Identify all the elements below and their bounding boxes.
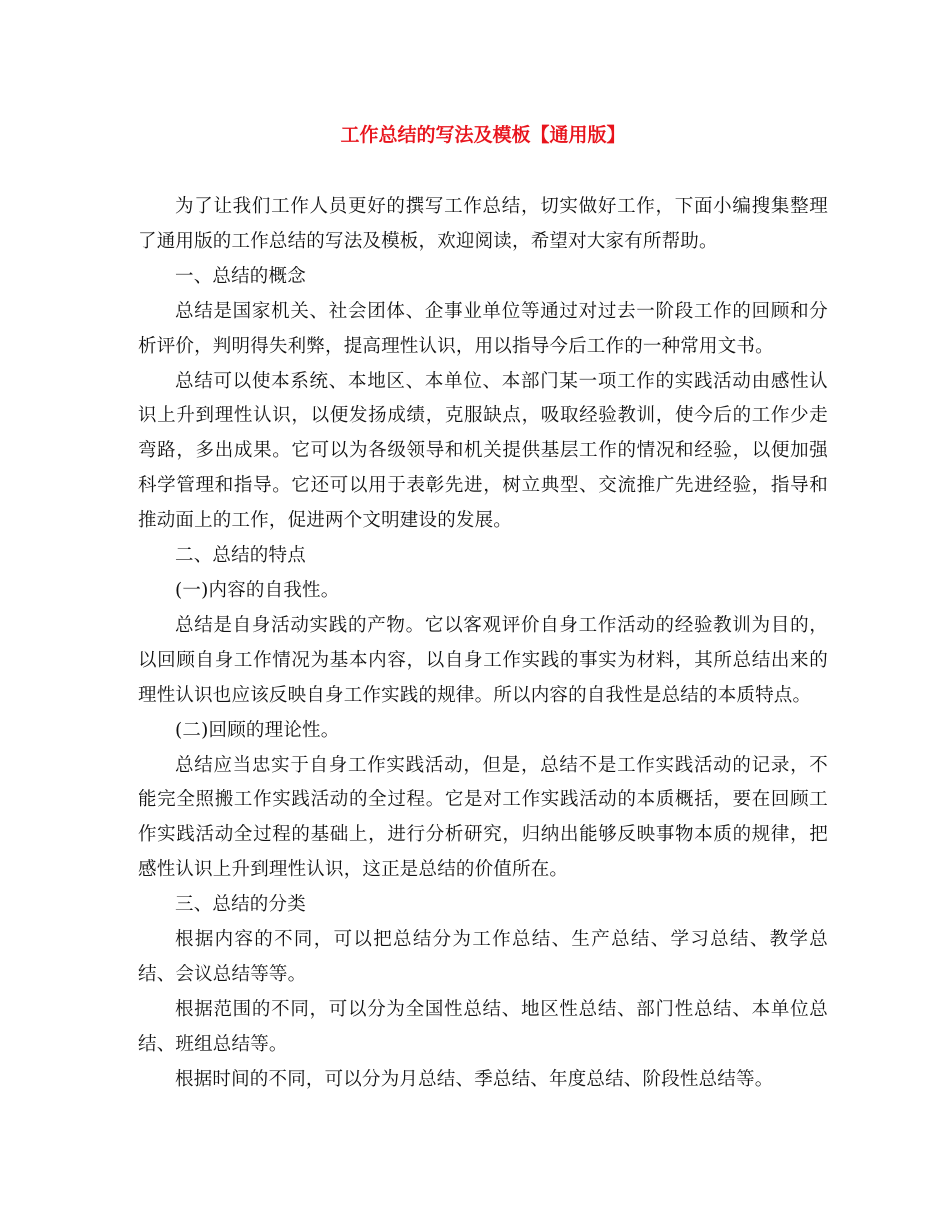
intro-paragraph: 为了让我们工作人员更好的撰写工作总结，切实做好工作，下面小编搜集整理了通用版的工作总结的写法及模板，欢迎阅读，希望对大家有所帮助。 (138, 196, 828, 252)
categories-paragraph-content: 根据内容的不同，可以把总结分为工作总结、生产总结、学习总结、教学总结、会议总结等等。 (138, 929, 828, 985)
subheading-theoretical-review: (二)回顾的理论性。 (175, 719, 340, 741)
section-heading-categories: 三、总结的分类 (175, 894, 306, 916)
document-body (138, 190, 828, 1098)
section-heading-features: 二、总结的特点 (175, 545, 306, 567)
features-paragraph-2: 总结应当忠实于自身工作实践活动，但是，总结不是工作实践活动的记录，不能完全照搬工作实践活动的全过程。它是对工作实践活动的本质概括，要在回顾工作实践活动全过程的基础上，进行分析研究，归纳出能够反映事物本质的规律，把感性认识上升到理性认识，这正是总结的价值所在。 (138, 754, 828, 881)
section-heading-concept: 一、总结的概念 (175, 265, 306, 287)
concept-paragraph-2: 总结可以使本系统、本地区、本单位、本部门某一项工作的实践活动由感性认识上升到理性认识，以便发扬成绩，克服缺点，吸取经验教训，使今后的工作少走弯路，多出成果。它可以为各级领导和机关提供基层工作的情况和经验，以便加强科学管理和指导。它还可以用于表彰先进，树立典型、交流推广先进经验，指导和推动面上的工作，促进两个文明建设的发展。 (138, 370, 828, 532)
subheading-self-content: (一)内容的自我性。 (175, 579, 340, 601)
document-page (138, 0, 828, 1230)
concept-paragraph-1: 总结是国家机关、社会团体、企事业单位等通过对过去一阶段工作的回顾和分析评价，判明得失利弊，提高理性认识，用以指导今后工作的一种常用文书。 (138, 300, 828, 357)
categories-paragraph-scope: 根据范围的不同，可以分为全国性总结、地区性总结、部门性总结、本单位总结、班组总结等。 (138, 998, 828, 1055)
document-title: 工作总结的写法及模板【通用版】 (340, 124, 626, 146)
features-paragraph-1: 总结是自身活动实践的产物。它以客观评价自身工作活动的经验教训为目的，以回顾自身工作情况为基本内容，以自身工作实践的事实为材料，其所总结出来的理性认识也应该反映自身工作实践的规律。所以内容的自我性是总结的本质特点。 (138, 614, 828, 706)
categories-paragraph-time: 根据时间的不同，可以分为月总结、季总结、年度总结、阶段性总结等。 (175, 1068, 774, 1090)
